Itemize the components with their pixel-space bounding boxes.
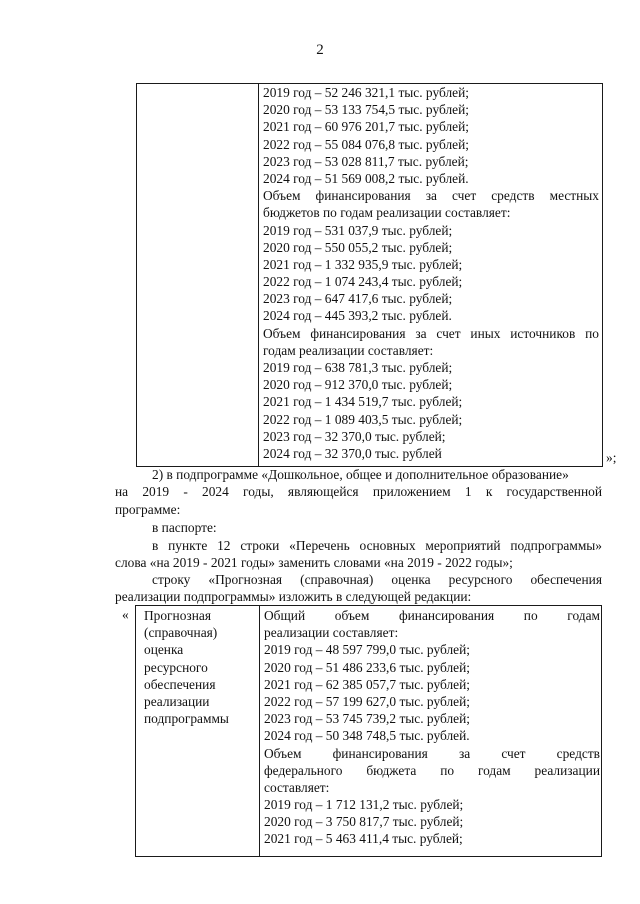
paragraph-item-12 [115, 537, 602, 572]
table-line: 2020 год – 53 133 754,5 тыс. рублей; [263, 102, 469, 118]
table-line: 2021 год – 62 385 057,7 тыс. рублей; [264, 676, 470, 692]
table-line: бюджетов по годам реализации составляет: [263, 205, 511, 221]
table-line: 2020 год – 51 486 233,6 тыс. рублей; [264, 659, 470, 675]
table-line: Общий объем финансирования по годам [264, 608, 600, 623]
table-line: 2020 год – 3 750 817,7 тыс. рублей; [264, 814, 464, 830]
paragraph-line: программе: [115, 501, 181, 517]
table-line: 2019 год – 48 597 799,0 тыс. рублей; [264, 642, 470, 658]
paragraph-line: реализации подпрограммы» изложить в следующей редакции: [115, 589, 472, 605]
row-title-line: реализации [144, 693, 210, 709]
paragraph-line: на 2019 - 2024 годы, являющейся приложением 1 к государственной [115, 484, 602, 500]
table-line: 2022 год – 1 089 403,5 тыс. рублей; [263, 411, 463, 427]
table-right-column [263, 84, 599, 462]
table-line: 2023 год – 32 370,0 тыс. рублей; [263, 428, 446, 444]
financing-table-continuation [136, 83, 603, 467]
paragraph-item-2 [115, 466, 602, 518]
paragraph-row-replace [115, 571, 602, 606]
table-line: 2023 год – 53 745 739,2 тыс. рублей; [264, 711, 470, 727]
table-line: 2020 год – 912 370,0 тыс. рублей; [263, 377, 453, 393]
table-line: 2021 год – 5 463 411,4 тыс. рублей; [264, 831, 463, 847]
table-line: составляет: [264, 779, 330, 795]
row-title-line: Прогнозная [144, 608, 211, 623]
paragraph-line: в пункте 12 строки «Перечень основных мероприятий подпрограммы» [152, 538, 602, 553]
table-line: 2019 год – 531 037,9 тыс. рублей; [263, 222, 453, 238]
paragraph-line: 2) в подпрограмме «Дошкольное, общее и дополнительное образование» [152, 467, 569, 482]
table-line: федерального бюджета по годам реализации [264, 762, 600, 778]
paragraph-in-passport [115, 519, 602, 536]
table-line: 2024 год – 32 370,0 тыс. рублей [263, 445, 442, 461]
table-line: 2019 год – 52 246 321,1 тыс. рублей; [263, 85, 469, 100]
table-line: Объем финансирования за счет иных источников по [263, 325, 599, 341]
table-line: 2021 год – 1 332 935,9 тыс. рублей; [263, 256, 463, 272]
forecast-resource-table [135, 605, 602, 857]
row-title-line: ресурсного [144, 659, 208, 675]
table-line: 2019 год – 1 712 131,2 тыс. рублей; [264, 797, 464, 813]
table-line: Объем финансирования за счет средств [264, 745, 600, 761]
table-line: 2019 год – 638 781,3 тыс. рублей; [263, 360, 453, 375]
row-content-cell [264, 606, 600, 848]
row-title-line: (справочная) [144, 625, 218, 641]
row-title-cell [136, 606, 260, 856]
table-line: годам реализации составляет: [263, 342, 434, 358]
table-line: 2021 год – 1 434 519,7 тыс. рублей; [263, 394, 463, 410]
closing-quote: »; [606, 450, 617, 465]
table-line: 2023 год – 53 028 811,7 тыс. рублей; [263, 153, 469, 169]
page-number: 2 [316, 42, 324, 58]
table-line: 2020 год – 550 055,2 тыс. рублей; [263, 239, 453, 255]
table-line: 2022 год – 57 199 627,0 тыс. рублей; [264, 693, 470, 709]
table-line: 2022 год – 55 084 076,8 тыс. рублей; [263, 136, 469, 152]
table-line: 2024 год – 51 569 008,2 тыс. рублей. [263, 170, 469, 186]
row-title-line: подпрограммы [144, 711, 229, 727]
table-left-column [137, 84, 259, 466]
table-line: 2024 год – 50 348 748,5 тыс. рублей. [264, 728, 470, 744]
table-line: 2022 год – 1 074 243,4 тыс. рублей; [263, 274, 463, 290]
row-title-line: оценка [144, 642, 184, 658]
table-line: 2023 год – 647 417,6 тыс. рублей; [263, 291, 453, 307]
paragraph-line: в паспорте: [152, 520, 217, 535]
table-line: 2021 год – 60 976 201,7 тыс. рублей; [263, 119, 469, 135]
row-title-line: обеспечения [144, 676, 216, 692]
opening-quote: « [122, 607, 129, 622]
table-line: Объем финансирования за счет средств местных [263, 188, 599, 204]
paragraph-line: слова «на 2019 - 2021 годы» заменить словами «на 2019 - 2022 годы»; [115, 555, 513, 571]
paragraph-line: строку «Прогнозная (справочная) оценка ресурсного обеспечения [152, 572, 602, 587]
table-line: реализации составляет: [264, 625, 399, 641]
table-line: 2024 год – 445 393,2 тыс. рублей. [263, 308, 452, 324]
